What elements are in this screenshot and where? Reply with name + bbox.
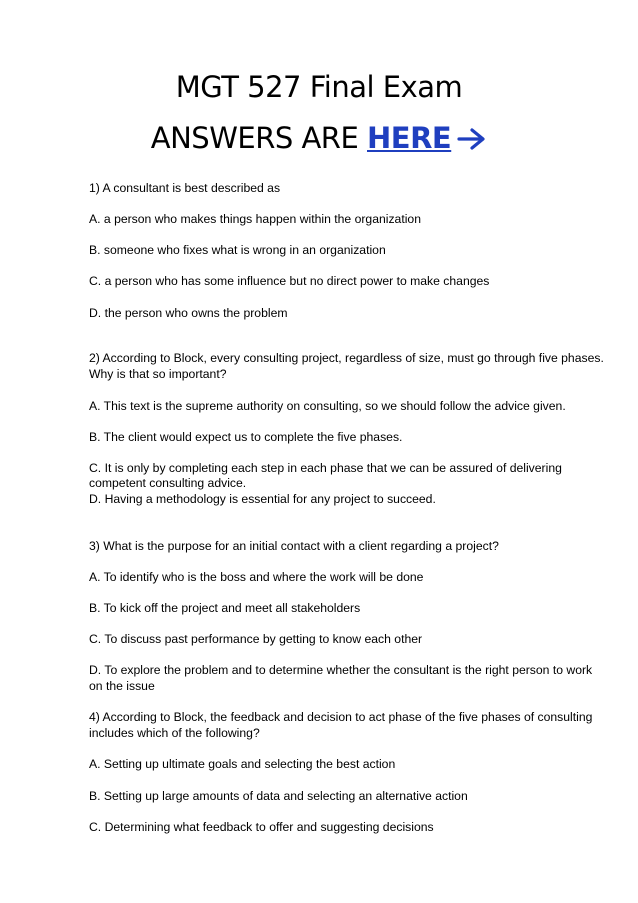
page-title: MGT 527 Final Exam <box>175 70 463 104</box>
question-4-option-a: A. Setting up ultimate goals and selecting the best action <box>89 757 396 771</box>
question-3-option-d-line-2: on the issue <box>89 679 155 693</box>
question-1-option-a: A. a person who makes things happen within the organization <box>89 212 421 226</box>
question-2-option-c-line-2: competent consulting advice. <box>89 476 247 490</box>
subtitle-prefix: ANSWERS ARE <box>150 121 367 155</box>
question-2-option-a: A. This text is the supreme authority on consulting, so we should follow the advice given. <box>89 399 566 413</box>
question-1-text: 1) A consultant is best described as <box>89 181 281 195</box>
question-1-option-d: D. the person who owns the problem <box>89 306 288 320</box>
question-4-option-c: C. Determining what feedback to offer and suggesting decisions <box>89 820 434 834</box>
question-4-text-line-1: 4) According to Block, the feedback and decision to act phase of the five phases of consulting <box>89 710 593 724</box>
question-3-option-b: B. To kick off the project and meet all stakeholders <box>89 601 361 615</box>
arrow-right-icon[interactable] <box>457 128 487 150</box>
question-4-option-b: B. Setting up large amounts of data and selecting an alternative action <box>89 789 468 803</box>
question-2-text-line-2: Why is that so important? <box>89 367 227 381</box>
question-2-option-c-line-1: C. It is only by completing each step in each phase that we can be assured of delivering <box>89 461 562 475</box>
question-1-option-b: B. someone who fixes what is wrong in an organization <box>89 243 386 257</box>
question-2-option-b: B. The client would expect us to complete the five phases. <box>89 430 403 444</box>
question-3-text: 3) What is the purpose for an initial contact with a client regarding a project? <box>89 539 499 553</box>
question-4-text-line-2: includes which of the following? <box>89 726 260 740</box>
answers-here-link[interactable] <box>367 121 487 155</box>
question-2-text-line-1: 2) According to Block, every consulting project, regardless of size, must go through five phases. <box>89 351 604 365</box>
question-3-option-d-line-1: D. To explore the problem and to determine whether the consultant is the right person to work <box>89 663 593 677</box>
here-link-text[interactable]: HERE <box>367 121 452 155</box>
question-3-option-a: A. To identify who is the boss and where the work will be done <box>89 570 424 584</box>
question-3-option-c: C. To discuss past performance by getting to know each other <box>89 632 423 646</box>
question-2-option-d: D. Having a methodology is essential for any project to succeed. <box>89 492 436 506</box>
question-1-option-c: C. a person who has some influence but no direct power to make changes <box>89 274 490 288</box>
page-subtitle <box>0 121 638 155</box>
